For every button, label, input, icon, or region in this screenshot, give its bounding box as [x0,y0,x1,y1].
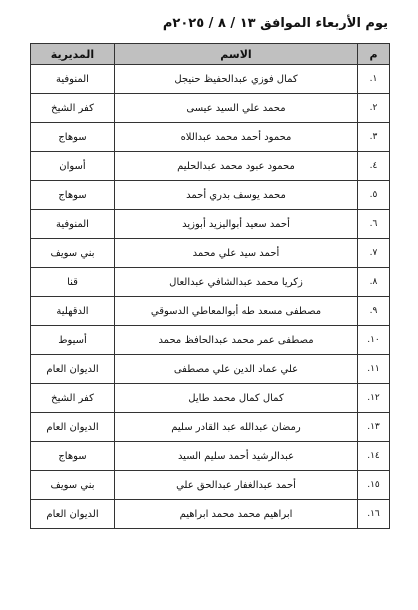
row-name: محمد علي السيد عيسى [115,94,358,123]
row-number: ٨. [358,268,390,297]
row-name: محمود أحمد محمد عبداللاه [115,123,358,152]
row-number: ١٤. [358,442,390,471]
row-name: مصطفى مسعد طه أبوالمعاطي الدسوقي [115,297,358,326]
row-name: أحمد عبدالغفار عبدالحق علي [115,471,358,500]
row-gov: سوهاج [31,123,115,152]
table-row [31,123,390,152]
row-gov: بني سويف [31,471,115,500]
table-row [31,210,390,239]
row-gov: كفر الشيخ [31,94,115,123]
header-gov: المديرية [31,44,115,65]
row-number: ٦. [358,210,390,239]
row-gov: الديوان العام [31,413,115,442]
row-number: ١٢. [358,384,390,413]
table-row [31,268,390,297]
table-row [31,355,390,384]
table-row [31,500,390,529]
table-row [31,471,390,500]
row-number: ٧. [358,239,390,268]
row-gov: الديوان العام [31,355,115,384]
row-number: ٤. [358,152,390,181]
row-name: أحمد سيد علي محمد [115,239,358,268]
row-gov: المنوفية [31,210,115,239]
row-number: ١. [358,65,390,94]
table-row [31,442,390,471]
row-gov: الديوان العام [31,500,115,529]
table-row [31,94,390,123]
row-gov: المنوفية [31,65,115,94]
row-gov: كفر الشيخ [31,384,115,413]
table-row [31,152,390,181]
row-number: ١٠. [358,326,390,355]
row-name: كمال فوزي عبدالحفيظ حنيجل [115,65,358,94]
row-name: زكريا محمد عبدالشافي عبدالعال [115,268,358,297]
row-name: أحمد سعيد أبواليزيد أبوزيد [115,210,358,239]
row-number: ١٣. [358,413,390,442]
row-gov: بني سويف [31,239,115,268]
table-row [31,384,390,413]
table-row [31,239,390,268]
table-row [31,65,390,94]
row-gov: سوهاج [31,442,115,471]
table-header-row [31,44,390,65]
row-name: عبدالرشيد أحمد سليم السيد [115,442,358,471]
row-gov: أسيوط [31,326,115,355]
row-name: رمضان عبدالله عبد القادر سليم [115,413,358,442]
row-number: ٢. [358,94,390,123]
header-name: الاسم [115,44,358,65]
row-number: ١١. [358,355,390,384]
row-name: محمد يوسف بدري أحمد [115,181,358,210]
row-number: ٩. [358,297,390,326]
header-num: م [358,44,390,65]
row-gov: سوهاج [31,181,115,210]
row-name: ابراهيم محمد محمد ابراهيم [115,500,358,529]
table-row [31,181,390,210]
row-name: علي عماد الدين علي مصطفى [115,355,358,384]
row-name: كمال كمال محمد طايل [115,384,358,413]
row-number: ٥. [358,181,390,210]
row-gov: قنا [31,268,115,297]
attendance-table [30,43,390,529]
row-gov: أسوان [31,152,115,181]
table-row [31,297,390,326]
page-heading: يوم الأربعاء الموافق ١٣ / ٨ / ٢٠٢٥م [162,16,388,31]
row-number: ١٦. [358,500,390,529]
row-gov: الدقهلية [31,297,115,326]
table-row [31,326,390,355]
row-name: محمود عبود محمد عبدالحليم [115,152,358,181]
row-number: ٣. [358,123,390,152]
row-name: مصطفى عمر محمد عبدالحافظ محمد [115,326,358,355]
row-number: ١٥. [358,471,390,500]
table-row [31,413,390,442]
